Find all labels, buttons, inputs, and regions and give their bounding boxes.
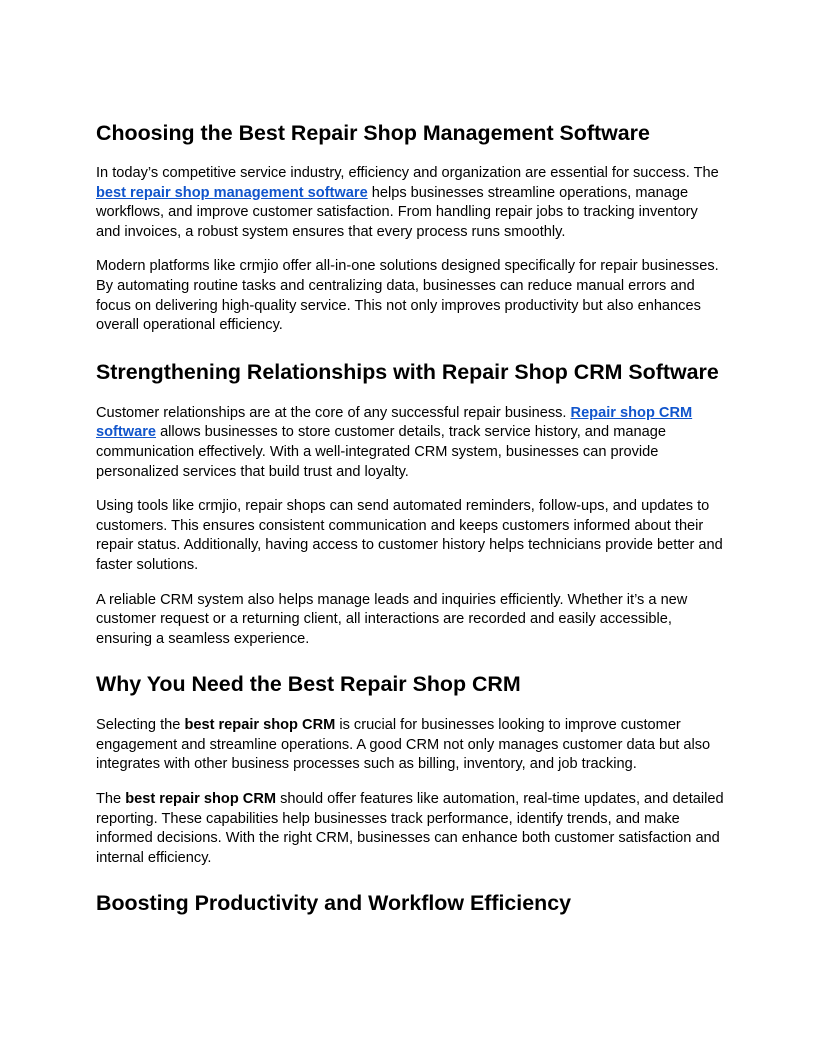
repair-shop-management-software-link[interactable]: best repair shop management software bbox=[96, 184, 368, 201]
paragraph bbox=[96, 404, 726, 482]
paragraph-text: allows businesses to store customer details, track service history, and manage communication effectively. With a well-integrated CRM system, businesses can provide personalized services that build trust and loyalty. bbox=[96, 424, 666, 480]
section-heading: Choosing the Best Repair Shop Management Software bbox=[96, 121, 650, 145]
paragraph-text: In today’s competitive service industry, efficiency and organization are essential for success. The bbox=[96, 165, 719, 181]
document-page bbox=[96, 118, 726, 918]
bold-phrase: best repair shop CRM bbox=[125, 791, 277, 808]
section-heading: Strengthening Relationships with Repair Shop CRM Software bbox=[96, 359, 719, 384]
section-heading: Why You Need the Best Repair Shop CRM bbox=[96, 672, 521, 697]
paragraph-text: Customer relationships are at the core of any successful repair business. bbox=[96, 404, 571, 421]
paragraph: A reliable CRM system also helps manage leads and inquiries efficiently. Whether it’s a new customer request or a returning client, all interactions are recorded and easily accessible, ensuring a seamless experience. bbox=[96, 591, 688, 647]
bold-phrase: best repair shop CRM bbox=[184, 717, 336, 734]
paragraph bbox=[96, 716, 726, 775]
repair-shop-crm-software-link[interactable]: Repair shop CRM software bbox=[96, 404, 693, 441]
section-heading: Boosting Productivity and Workflow Efficiency bbox=[96, 891, 572, 916]
paragraph: Modern platforms like crmjio offer all-in-one solutions designed specifically for repair businesses. By automating routine tasks and centralizing data, businesses can reduce manual errors and focus on delivering high-quality service. This not only improves productivity but also enhances overall operational efficiency. bbox=[96, 258, 719, 334]
paragraph: Using tools like crmjio, repair shops can send automated reminders, follow-ups, and updates to customers. This ensures consistent communication and keeps customers informed about their repair status. Additionally, having access to customer history helps technicians provide better and faster solutions. bbox=[96, 498, 723, 573]
paragraph-text: The bbox=[96, 791, 126, 808]
paragraph bbox=[96, 790, 726, 868]
paragraph-text: should offer features like automation, real-time updates, and detailed reporting. These capabilities help businesses track performance, identify trends, and make informed decisions. With the right CRM, businesses can enhance both customer satisfaction and internal efficiency. bbox=[96, 791, 724, 866]
paragraph-text: helps businesses streamline operations, manage workflows, and improve customer satisfaction. From handling repair jobs to tracking inventory and invoices, a robust system ensures that every process runs smoothly. bbox=[96, 184, 698, 240]
paragraph-text: Selecting the bbox=[96, 717, 185, 734]
paragraph-text: is crucial for businesses looking to improve customer engagement and streamline operations. A good CRM not only manages customer data but also integrates with other business processes such as billing, inventory, and job tracking. bbox=[96, 717, 711, 773]
paragraph bbox=[96, 164, 726, 242]
